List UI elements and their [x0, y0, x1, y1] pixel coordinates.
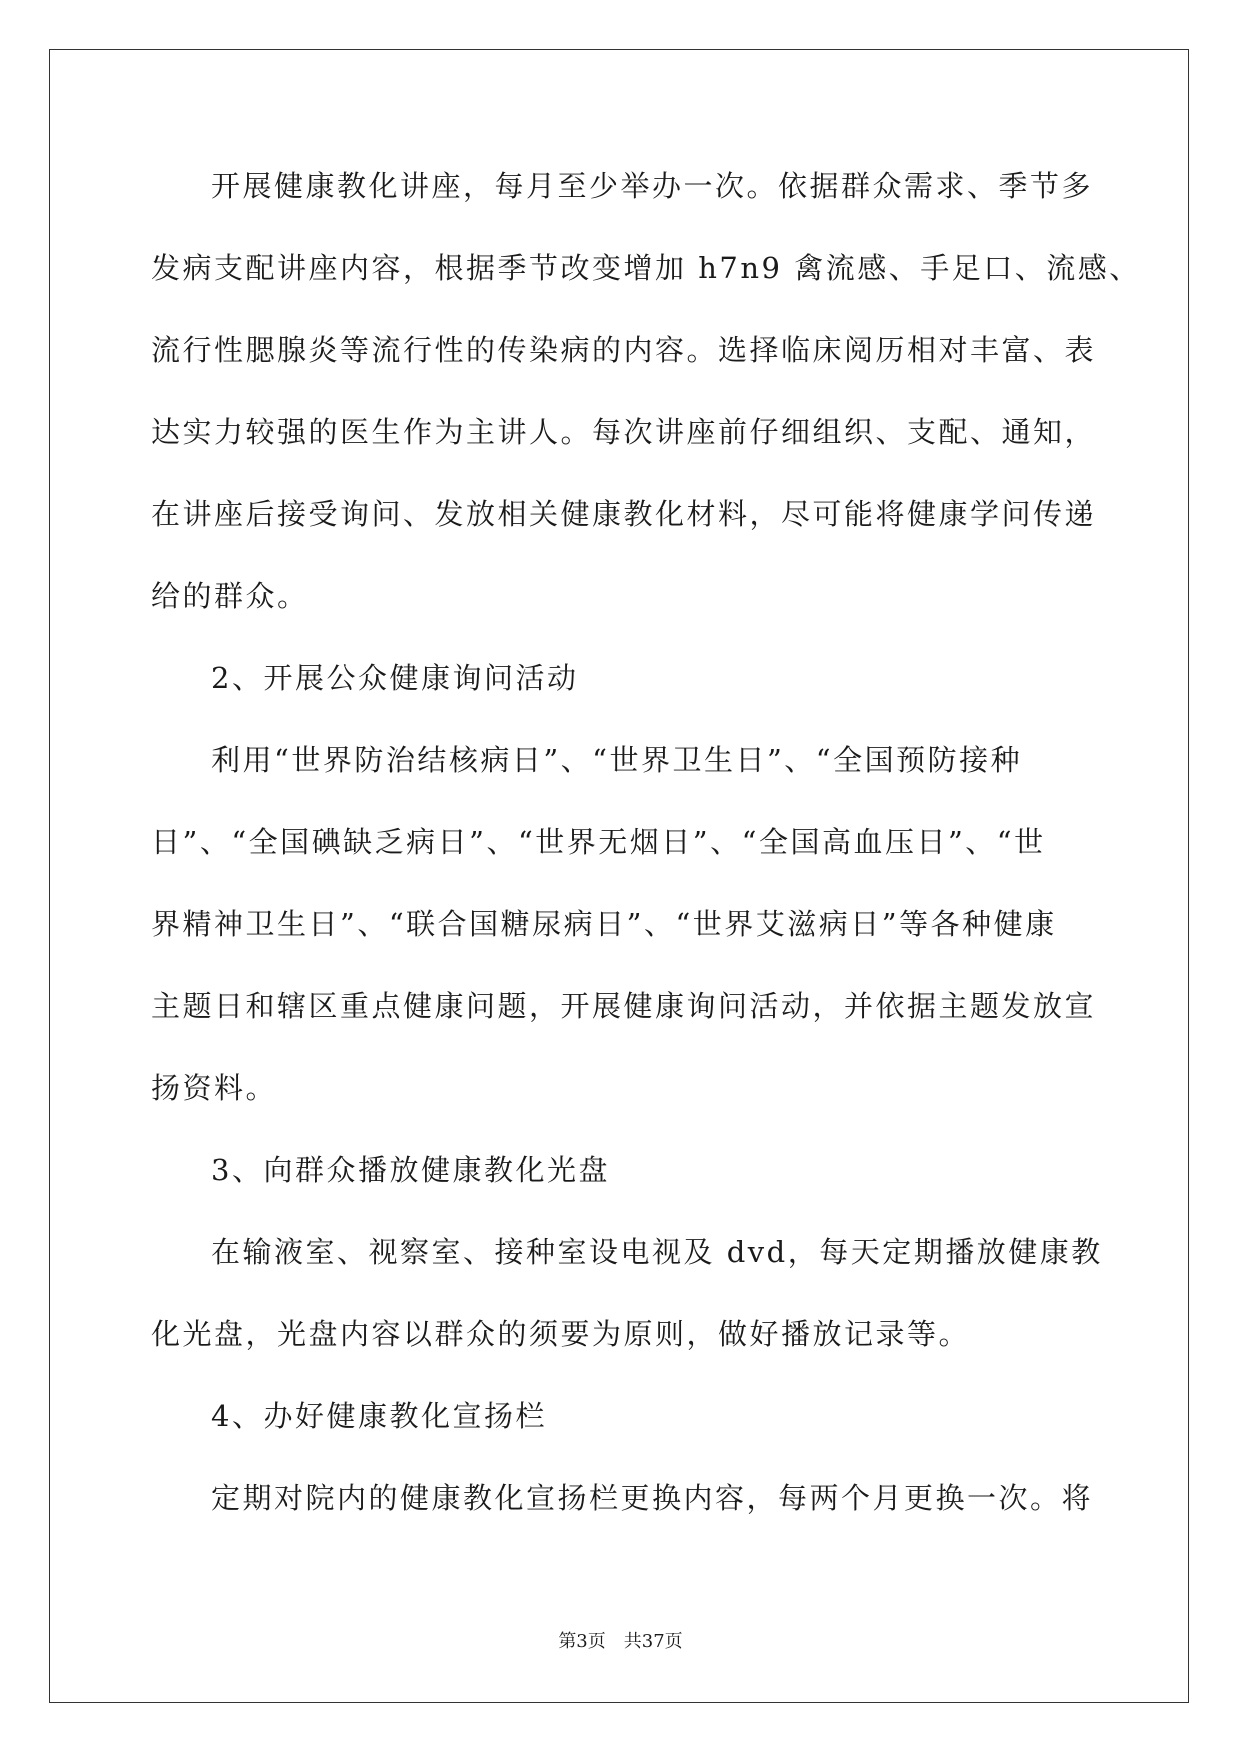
document-body: [151, 156, 1141, 1550]
page-total: 共37页: [623, 1631, 683, 1652]
paragraph-line: 开展健康教化讲座，每月至少举办一次。依据群众需求、季节多: [211, 169, 1094, 203]
paragraph-line: 定期对院内的健康教化宣扬栏更换内容，每两个月更换一次。将: [211, 1481, 1094, 1515]
paragraph-line: 给的群众。: [151, 579, 309, 613]
section-heading: 3、向群众播放健康教化光盘: [211, 1153, 610, 1187]
paragraph-line: 发病支配讲座内容，根据季节改变增加 h7n9 禽流感、手足口、流感、: [151, 251, 1141, 285]
page-footer: [0, 1627, 1241, 1653]
paragraph-line: 扬资料。: [151, 1071, 278, 1105]
paragraph-line: 在输液室、视察室、接种室设电视及 dvd，每天定期播放健康教: [211, 1235, 1103, 1269]
paragraph-line: 主题日和辖区重点健康问题，开展健康询问活动，并依据主题发放宣: [151, 989, 1097, 1023]
paragraph-line: 日”、“全国碘缺乏病日”、“世界无烟日”、“全国高血压日”、“世: [151, 825, 1046, 859]
paragraph-line: 化光盘，光盘内容以群众的须要为原则，做好播放记录等。: [151, 1317, 971, 1351]
paragraph-line: 利用“世界防治结核病日”、“世界卫生日”、“全国预防接种: [211, 743, 1023, 777]
paragraph-line: 界精神卫生日”、“联合国糖尿病日”、“世界艾滋病日”等各种健康: [151, 907, 1057, 941]
paragraph-line: 流行性腮腺炎等流行性的传染病的内容。选择临床阅历相对丰富、表: [151, 333, 1097, 367]
section-heading: 2、开展公众健康询问活动: [211, 661, 579, 695]
paragraph-line: 在讲座后接受询问、发放相关健康教化材料，尽可能将健康学问传递: [151, 497, 1097, 531]
paragraph-line: 达实力较强的医生作为主讲人。每次讲座前仔细组织、支配、通知，: [151, 415, 1097, 449]
section-heading: 4、办好健康教化宣扬栏: [211, 1399, 547, 1433]
page-number: 第3页: [558, 1631, 606, 1652]
